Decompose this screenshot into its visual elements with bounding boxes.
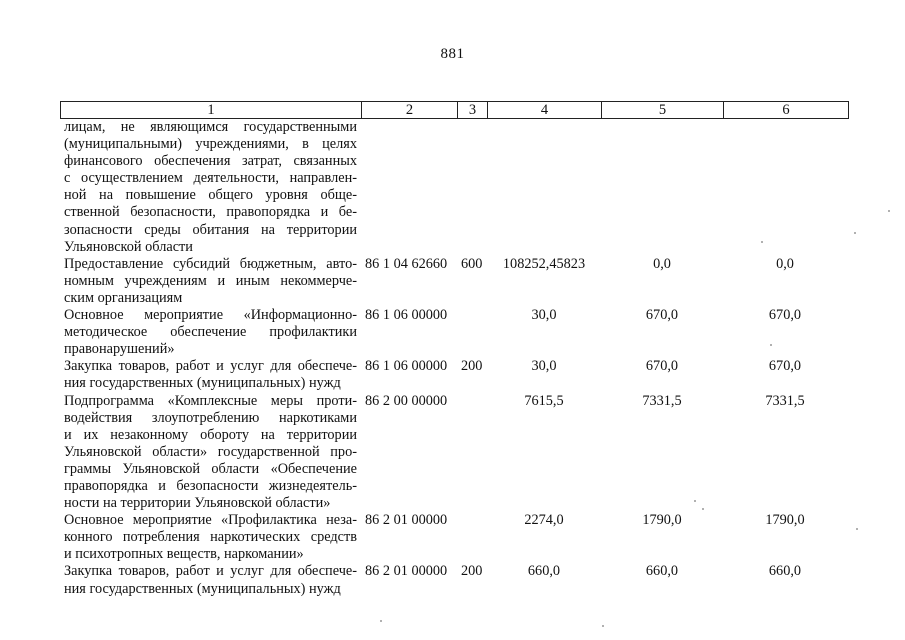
description-line: методическое обеспечение профилактики: [64, 324, 357, 341]
description-line: граммы Ульяновской области «Обеспечение: [64, 460, 357, 477]
description-line: и их незаконному обороту на территории: [64, 426, 357, 443]
description-line: Основное мероприятие «Информационно-: [64, 307, 357, 324]
description-line: ния государственных (муниципальных) нужд: [64, 580, 341, 597]
description-line: ности на территории Ульяновской области»: [64, 495, 331, 512]
table-header: [60, 101, 849, 119]
row-description: [64, 512, 357, 563]
table-row: [60, 358, 849, 392]
description-line: Ульяновской области» государственной про-: [64, 443, 357, 460]
table-row: [60, 563, 849, 597]
table-row: [60, 512, 849, 563]
scan-speck: [694, 500, 696, 502]
header-col-5: 5: [602, 102, 724, 118]
description-line: Закупка товаров, работ и услуг для обеспече-: [64, 563, 357, 580]
page-number: 881: [440, 46, 465, 62]
description-line: конного потребления наркотических средств: [64, 529, 357, 546]
row-description: [64, 393, 357, 513]
scan-speck: [856, 528, 858, 530]
table-row: [60, 119, 849, 256]
row-description: [64, 563, 357, 597]
header-col-1: 1: [61, 102, 362, 118]
row-code: 86 1 06 00000: [365, 358, 448, 375]
table-body: [60, 119, 849, 598]
row-value-col-4: 108252,45823: [502, 255, 586, 272]
row-value-col-6: 670,0: [768, 307, 802, 324]
row-value-col-4: 2274,0: [524, 512, 564, 529]
description-line: Ульяновской области: [64, 238, 193, 255]
row-value-col-5: 7331,5: [642, 392, 682, 409]
description-line: ной на повышение общего уровня обще-: [64, 187, 357, 204]
description-line: и психотропных веществ, наркомании»: [64, 546, 304, 563]
row-value-col-4: 7615,5: [524, 392, 564, 409]
row-value-col-4: 660,0: [527, 563, 561, 580]
row-description: [64, 119, 357, 256]
description-line: правонарушений»: [64, 341, 175, 358]
scan-speck: [602, 625, 604, 627]
header-col-2: 2: [362, 102, 458, 118]
row-code: 86 1 06 00000: [365, 307, 448, 324]
description-line: лицам, не являющимся государственными: [64, 119, 357, 135]
header-col-6: 6: [782, 102, 790, 118]
row-value-col-5: 660,0: [645, 563, 679, 580]
description-line: ственной безопасности, правопорядка и бе-: [64, 204, 357, 221]
scan-speck: [380, 620, 382, 622]
row-expense-type: 200: [461, 563, 483, 580]
row-code: 86 1 04 62660: [365, 255, 448, 272]
description-line: Основное мероприятие «Профилактика неза-: [64, 512, 357, 529]
row-description: [64, 307, 357, 358]
row-value-col-6: 7331,5: [765, 392, 805, 409]
header-col-3: 3: [458, 102, 488, 118]
description-line: ским организациям: [64, 289, 183, 306]
table-row: [60, 393, 849, 513]
row-value-col-5: 670,0: [645, 307, 679, 324]
description-line: с осуществлением деятельности, направлен-: [64, 170, 357, 187]
description-line: Подпрограмма «Комплексные меры проти-: [64, 392, 357, 409]
row-value-col-5: 1790,0: [642, 512, 682, 529]
description-line: зопасности среды обитания на территории: [64, 221, 357, 238]
row-expense-type: 600: [461, 255, 483, 272]
row-description: [64, 256, 357, 307]
row-expense-type: 200: [461, 358, 483, 375]
row-description: [64, 358, 357, 392]
row-value-col-5: 0,0: [653, 255, 671, 272]
row-value-col-4: 30,0: [531, 307, 557, 324]
description-line: номным учреждениям и иным некоммерче-: [64, 272, 357, 289]
row-value-col-6: 670,0: [768, 358, 802, 375]
row-value-col-5: 670,0: [645, 358, 679, 375]
description-line: финансового обеспечения затрат, связанных: [64, 153, 357, 170]
row-code: 86 2 00 00000: [365, 392, 448, 409]
description-line: Предоставление субсидий бюджетным, авто-: [64, 255, 357, 272]
row-value-col-4: 30,0: [531, 358, 557, 375]
row-value-col-6: 1790,0: [765, 512, 805, 529]
row-value-col-6: 0,0: [776, 255, 794, 272]
header-col-4: 4: [488, 102, 602, 118]
table-row: [60, 256, 849, 307]
row-code: 86 2 01 00000: [365, 512, 448, 529]
row-code: 86 2 01 00000: [365, 563, 448, 580]
budget-table: [60, 101, 849, 598]
scan-speck: [854, 232, 856, 234]
scan-speck: [761, 241, 763, 243]
description-line: ния государственных (муниципальных) нужд: [64, 375, 341, 392]
description-line: правопорядка и безопасности жизнедеятель-: [64, 477, 357, 494]
row-value-col-6: 660,0: [768, 563, 802, 580]
scan-speck: [888, 210, 890, 212]
description-line: Закупка товаров, работ и услуг для обеспече-: [64, 358, 357, 375]
table-row: [60, 307, 849, 358]
scan-speck: [702, 508, 704, 510]
description-line: водействия злоупотреблению наркотиками: [64, 409, 357, 426]
scan-speck: [770, 344, 772, 346]
description-line: (муниципальными) учреждениями, в целях: [64, 136, 357, 153]
